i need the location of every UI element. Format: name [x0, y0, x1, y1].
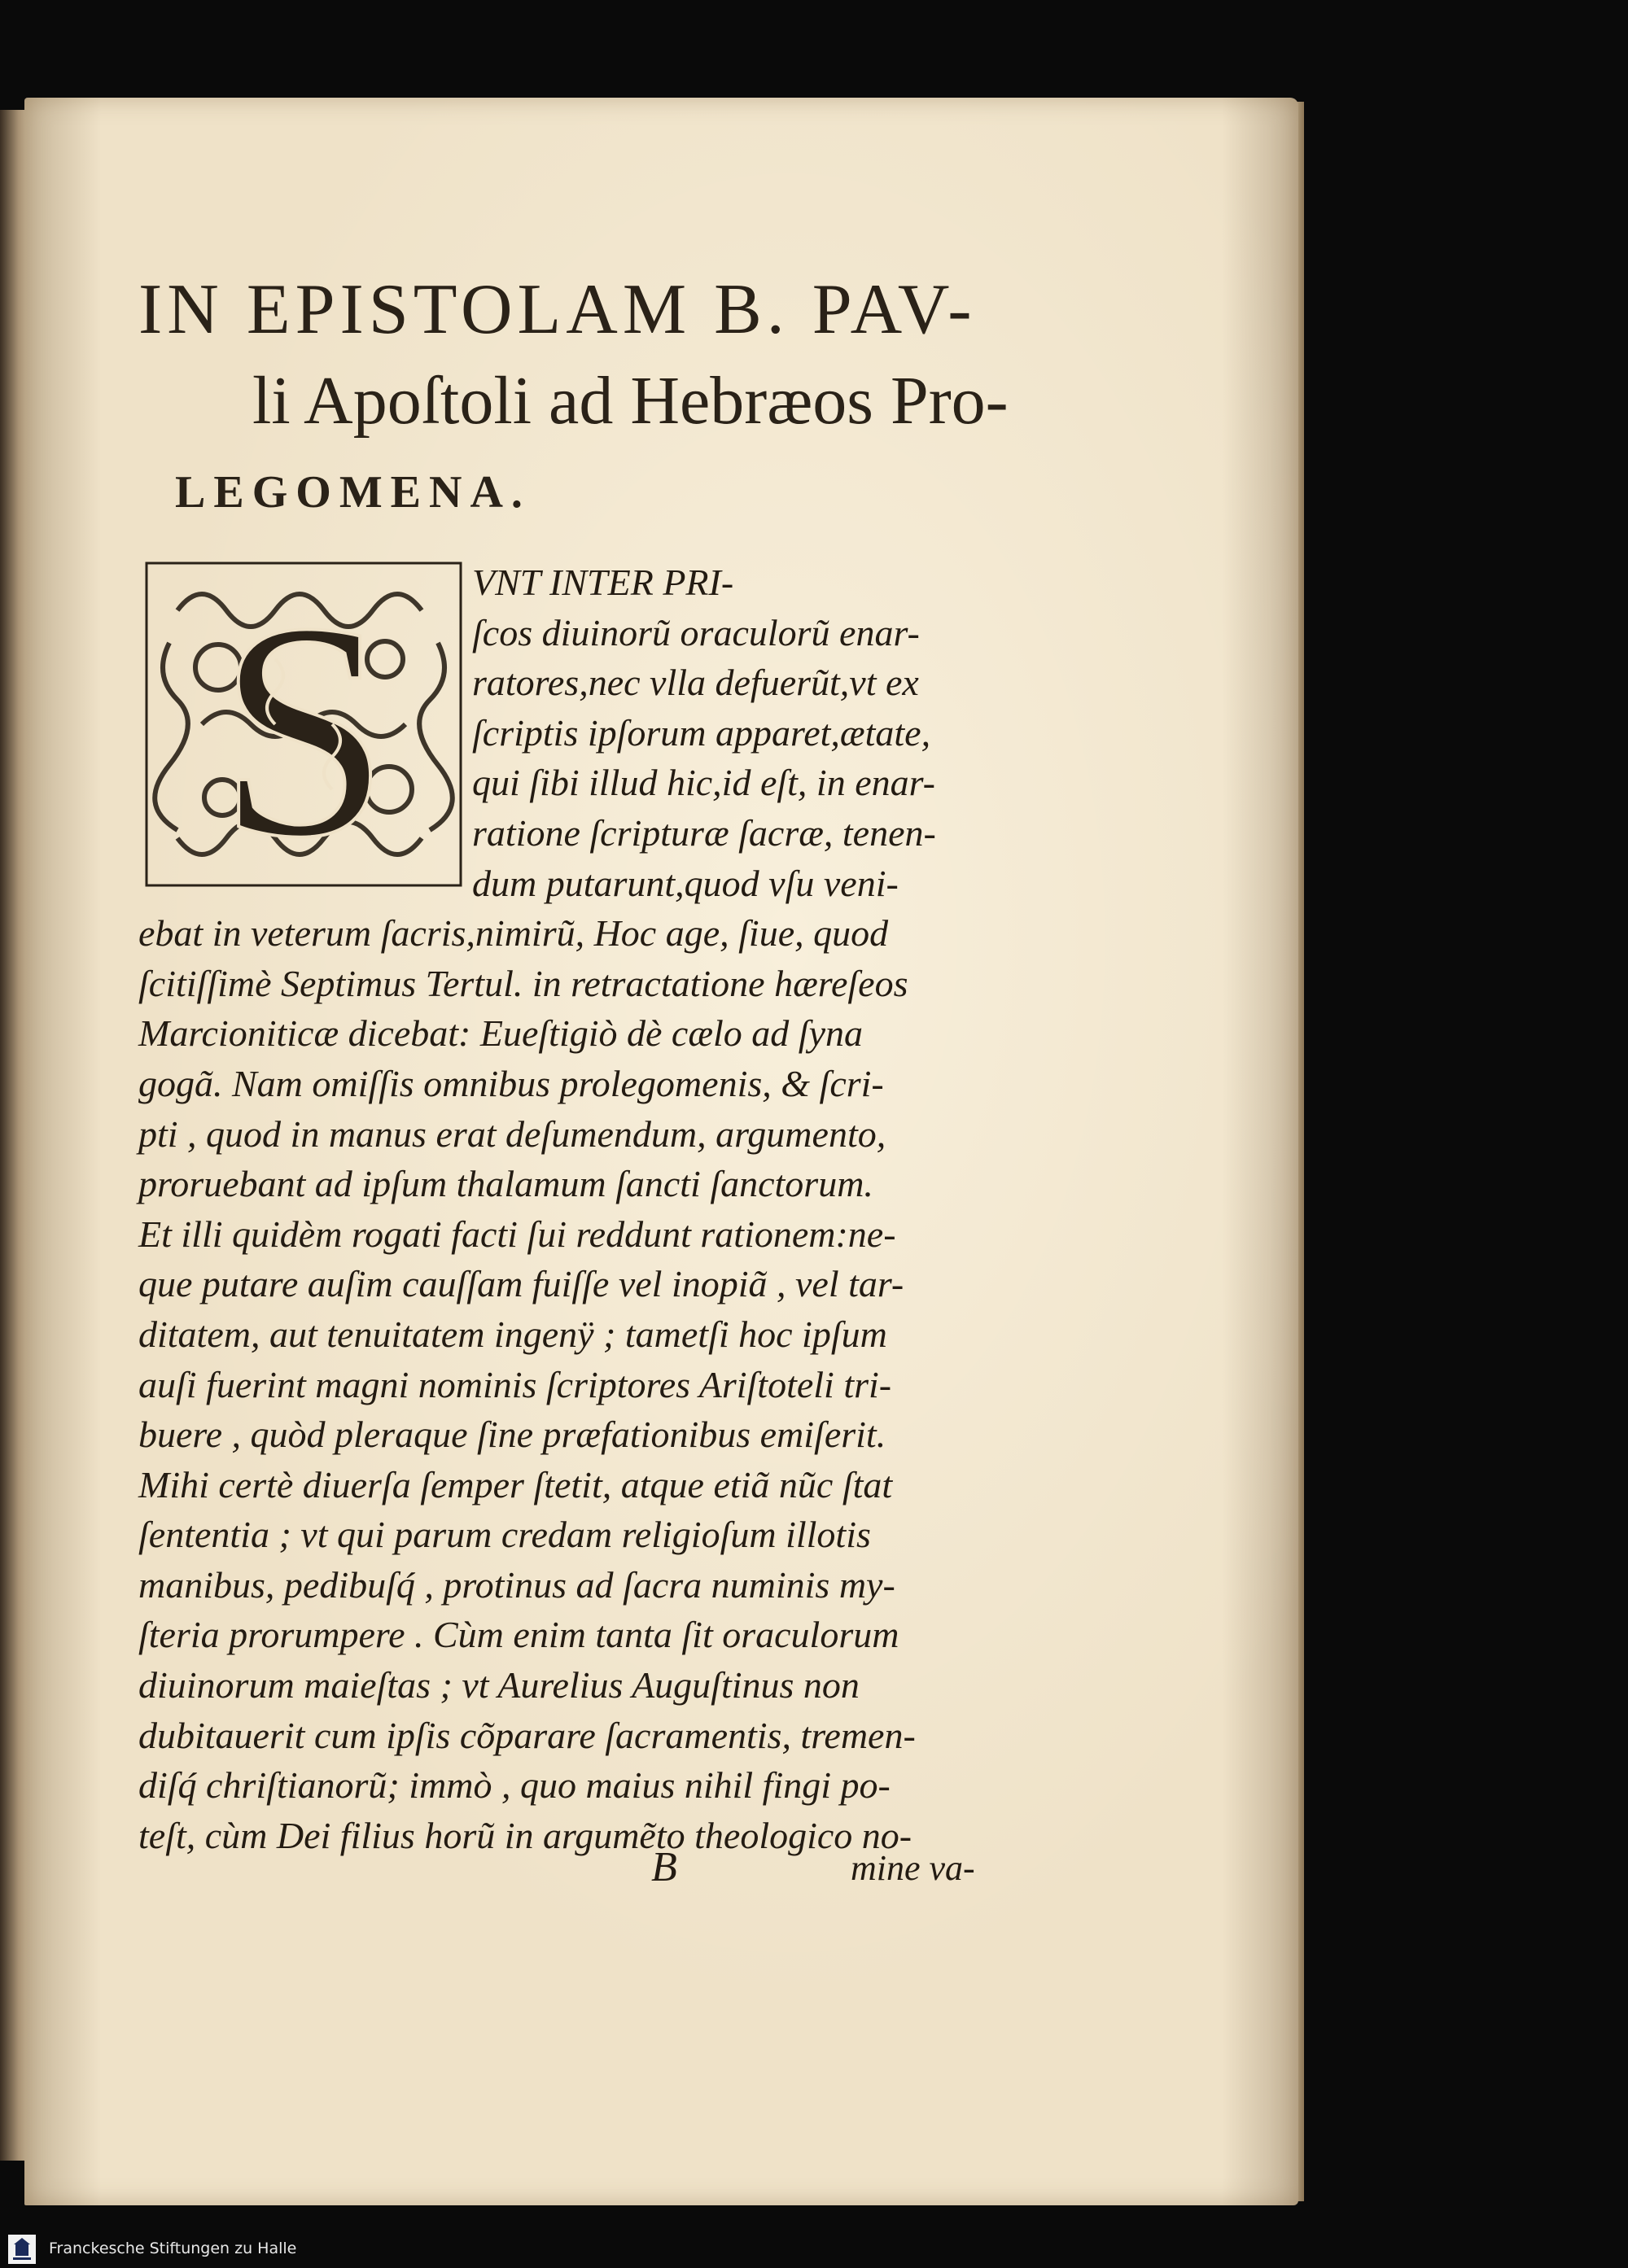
- text-line: ſcos diuinorũ oraculorũ enar-: [472, 611, 920, 653]
- text-line: ratores,nec vlla defuerũt,vt ex: [472, 662, 919, 704]
- text-line: diſq́ chriſtianorũ; immò , quo maius nihil fingi po-: [138, 1764, 891, 1807]
- text-line: ſteria prorumpere . Cùm enim tanta ſit oraculorum: [138, 1614, 899, 1656]
- text-line: diuinorum maieſtas ; vt Aurelius Auguſtinus non: [138, 1664, 860, 1706]
- body-text: [138, 557, 985, 1860]
- text-line: ebat in veterum ſacris,nimirũ, Hoc age, ſiue, quod: [138, 912, 889, 955]
- institution-name: Franckesche Stiftungen zu Halle: [49, 2240, 297, 2257]
- text-line: Mihi certè diuerſa ſemper ſtetit, atque etiã nũc ſtat: [138, 1463, 893, 1505]
- title-line-3: LEGOMENA.: [175, 467, 531, 518]
- text-line: dubitauerit cum ipſis cõparare ſacramentis, tremen-: [138, 1714, 916, 1756]
- page-title: [138, 264, 1009, 538]
- text-line: que putare auſim cauſſam fuiſſe vel inopiã , vel tar-: [138, 1263, 904, 1305]
- text-line: auſi fuerint magni nominis ſcriptores Ariſtoteli tri-: [138, 1363, 892, 1405]
- text-line: VNT INTER PRI-: [472, 562, 734, 603]
- institution-logo-icon: [8, 2235, 36, 2264]
- text-line: ditatem, aut tenuitatem ingenÿ ; tametſi hoc ipſum: [138, 1313, 887, 1355]
- text-line: ſcitiſſimè Septimus Tertul. in retractatione hæreſeos: [138, 962, 908, 1004]
- text-line: manibus, pedibuſq́ , protinus ad ſacra numinis my-: [138, 1563, 895, 1606]
- catchword: mine va-: [851, 1848, 975, 1888]
- text-line: teſt, cùm Dei filius horũ in argumẽto theologico no-: [138, 1814, 912, 1856]
- text-line: ſententia ; vt qui parum credam religioſum illotis: [138, 1514, 871, 1556]
- text-line: pti , quod in manus erat deſumendum, argumento,: [138, 1112, 886, 1155]
- text-line: proruebant ad ipſum thalamum ſancti ſanctorum.: [138, 1163, 873, 1205]
- text-line: gogã. Nam omiſſis omnibus prolegomenis, & ſcri-: [138, 1062, 884, 1104]
- text-line: ſcriptis ipſorum apparet,ætate,: [472, 711, 931, 754]
- text-line: dum putarunt,quod vſu veni-: [472, 862, 899, 904]
- signature-mark: B: [651, 1844, 677, 1890]
- footer-bar: [0, 2231, 1628, 2268]
- title-line-1: IN EPISTOLAM B. PAV-: [138, 270, 977, 349]
- svg-text:S: S: [217, 562, 390, 887]
- text-line: ratione ſcripturæ ſacræ, tenen-: [472, 811, 936, 854]
- text-line: Et illi quidèm rogati facti ſui reddunt rationem:ne-: [138, 1213, 896, 1255]
- title-line-2: li Apoſtoli ad Hebræos Pro-: [252, 363, 1009, 439]
- text-line: Marcioniticæ dicebat: Eueſtigiò dè cælo ad ſyna: [138, 1012, 863, 1055]
- text-line: buere , quòd pleraque ſine præfationibus emiſerit.: [138, 1414, 886, 1456]
- text-line: qui ſibi illud hic,id eſt, in enar-: [472, 762, 935, 804]
